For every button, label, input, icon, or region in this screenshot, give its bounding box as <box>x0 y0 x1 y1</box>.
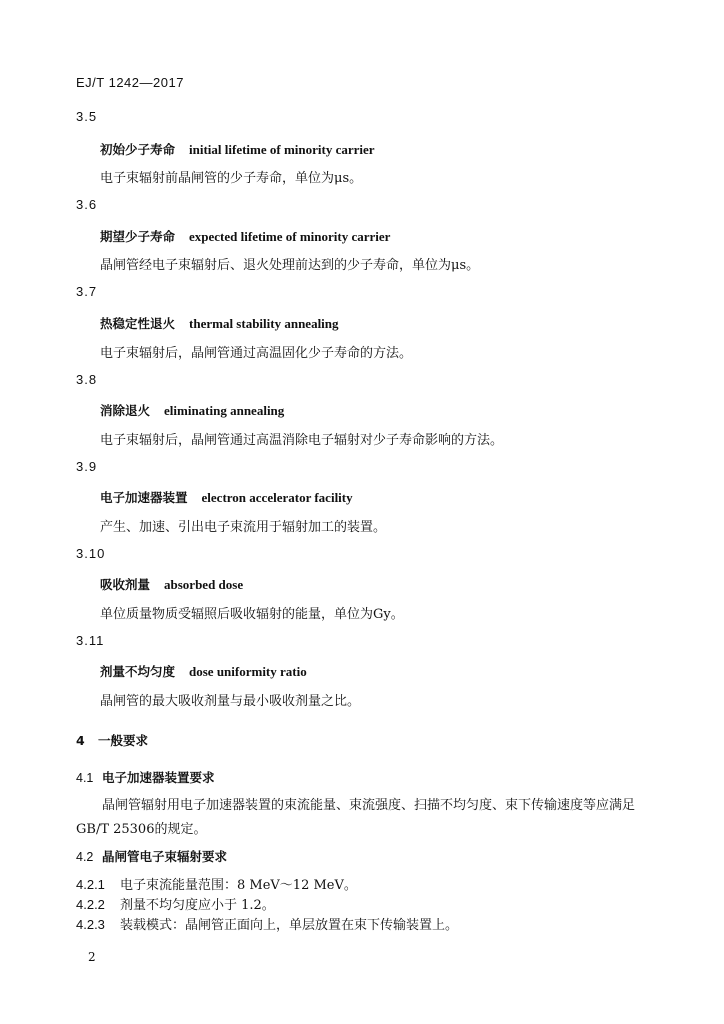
term-en: electron accelerator facility <box>201 490 353 505</box>
term-definition: 晶闸管经电子束辐射后、退火处理前达到的少子寿命，单位为μs。 <box>100 258 480 273</box>
term-en: thermal stability annealing <box>189 316 339 331</box>
term-cn: 期望少子寿命 <box>100 229 176 244</box>
section-heading <box>76 731 148 749</box>
term-title <box>100 575 243 593</box>
term-number: 3.6 <box>76 197 98 212</box>
term-number: 3.9 <box>76 459 98 474</box>
subsection-number: 4.1 <box>76 771 94 785</box>
clause-number: 4.2.1 <box>76 877 105 892</box>
term-en: expected lifetime of minority carrier <box>189 229 391 244</box>
clause-item <box>76 914 458 933</box>
term-definition: 电子束辐射前晶闸管的少子寿命，单位为μs。 <box>100 171 363 186</box>
section-title: 一般要求 <box>98 733 149 748</box>
term-number: 3.10 <box>76 546 106 561</box>
term-cn: 初始少子寿命 <box>100 142 176 157</box>
subsection-title: 电子加速器装置要求 <box>102 770 215 785</box>
term-title <box>100 662 307 680</box>
subsection-heading <box>76 847 227 865</box>
clause-item <box>76 874 357 893</box>
term-definition: 单位质量物质受辐照后吸收辐射的能量，单位为Gy。 <box>100 607 404 622</box>
term-title <box>100 227 390 245</box>
clause-item <box>76 894 275 913</box>
term-en: initial lifetime of minority carrier <box>189 142 375 157</box>
term-title <box>100 140 375 158</box>
term-number: 3.8 <box>76 372 98 387</box>
term-cn: 吸收剂量 <box>100 577 151 592</box>
term-en: eliminating annealing <box>164 403 285 418</box>
term-en: absorbed dose <box>164 577 244 592</box>
clause-number: 4.2.2 <box>76 897 105 912</box>
term-en: dose uniformity ratio <box>189 664 307 679</box>
term-cn: 消除退火 <box>100 403 151 418</box>
term-cn: 电子加速器装置 <box>100 490 188 505</box>
term-title <box>100 488 353 506</box>
term-definition: 电子束辐射后，晶闸管通过高温消除电子辐射对少子寿命影响的方法。 <box>100 433 504 448</box>
term-cn: 剂量不均匀度 <box>100 664 176 679</box>
clause-number: 4.2.3 <box>76 917 105 932</box>
subsection-number: 4.2 <box>76 850 94 864</box>
subsection-heading <box>76 768 215 786</box>
term-cn: 热稳定性退火 <box>100 316 176 331</box>
section-number: 4 <box>76 733 85 748</box>
clause-text: 电子束流能量范围：8 MeV～12 MeV。 <box>120 878 357 893</box>
subsection-title: 晶闸管电子束辐射要求 <box>102 849 228 864</box>
subsection-paragraph: 晶闸管辐射用电子加速器装置的束流能量、束流强度、扫描不均匀度、束下传输速度等应满足GB/T 25306的规定。 <box>76 798 636 837</box>
clause-text: 剂量不均匀度应小于 1.2。 <box>120 898 275 913</box>
term-definition: 晶闸管的最大吸收剂量与最小吸收剂量之比。 <box>100 694 361 709</box>
term-definition: 电子束辐射后，晶闸管通过高温固化少子寿命的方法。 <box>100 346 413 361</box>
term-number: 3.7 <box>76 284 98 299</box>
term-title <box>100 314 339 332</box>
clause-text: 装载模式：晶闸管正面向上，单层放置在束下传输装置上。 <box>120 918 459 933</box>
term-definition: 产生、加速、引出电子束流用于辐射加工的装置。 <box>100 520 387 535</box>
term-number: 3.11 <box>76 633 105 648</box>
term-title <box>100 401 284 419</box>
term-number: 3.5 <box>76 109 98 124</box>
standard-code-header: EJ/T 1242—2017 <box>76 75 184 90</box>
page-number: 2 <box>88 950 96 964</box>
